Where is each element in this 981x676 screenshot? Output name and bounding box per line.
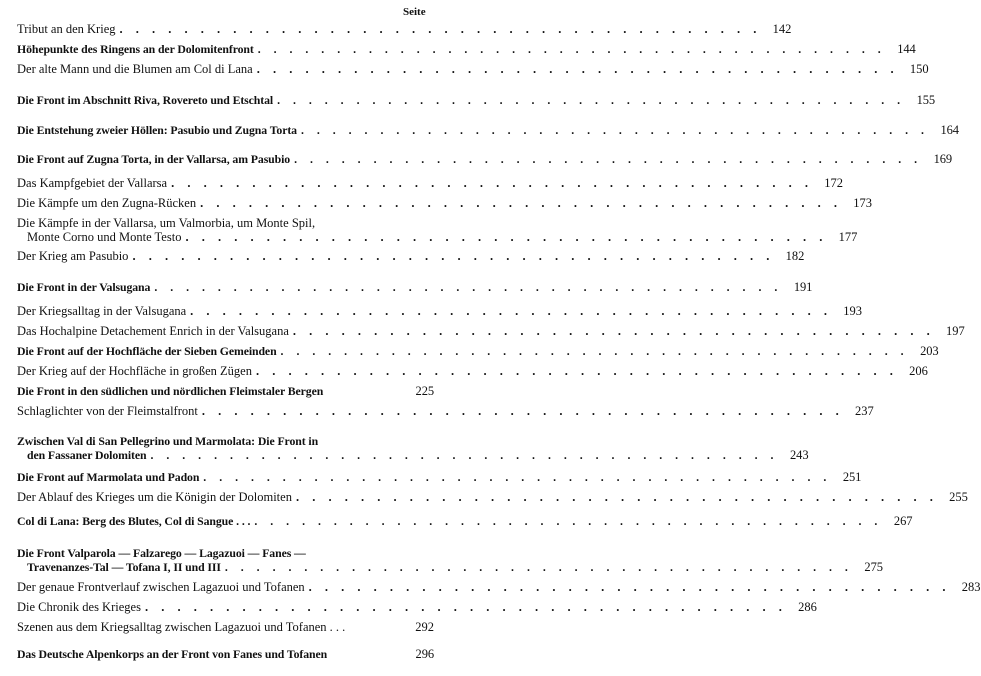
toc-entry-title: Das Kampfgebiet der Vallarsa [17, 176, 168, 190]
toc-entry [17, 324, 965, 338]
toc-entry-title: Die Front auf der Hochfläche der Sieben Gemeinden [17, 344, 277, 358]
toc-entry [17, 647, 434, 661]
toc-entry-title: Die Kämpfe um den Zugna-Rücken [17, 196, 197, 210]
toc-entry-page-number: 267 [893, 514, 913, 528]
toc-entry-title: Höhepunkte des Ringens an der Dolomitenfront [17, 42, 254, 56]
toc-entry-page-number: 191 [793, 280, 813, 294]
toc-entry [17, 434, 809, 462]
toc-entry-page-number: 144 [897, 42, 916, 56]
toc-entry [17, 580, 981, 594]
toc-entry-page-number: 172 [824, 176, 843, 190]
toc-entry-title: Die Front auf Zugna Torta, in der Vallarsa, am Pasubio [17, 152, 291, 166]
toc-entry-page-number: 177 [838, 230, 858, 244]
toc-entry-line [17, 152, 953, 166]
toc-entry [17, 216, 858, 244]
leader-dots: . . . . . . . . . . . . . . . . . . . . . . . . . . . . . . . . . . . . . . . . [308, 580, 951, 594]
toc-entry [17, 404, 874, 418]
toc-entry-title: Das Deutsche Alpenkorps an der Front von Fanes und Tofanen [17, 647, 328, 661]
toc-entry-page-number: 197 [946, 324, 965, 338]
toc-entry [17, 304, 863, 318]
toc-entry-line [17, 560, 883, 574]
toc-entry [17, 546, 883, 574]
toc-entry-line [17, 448, 809, 462]
toc-entry-title: den Fassaner Dolomiten [27, 448, 147, 462]
leader-dots: . . . . . . . . . . . . . . . . . . . . . . . . . . . . . . . . . . . . . . . . [144, 600, 787, 614]
toc-entry-title: Travenanzes-Tal — Tofana I, II und III [27, 560, 221, 574]
toc-entry-title: Zwischen Val di San Pellegrino und Marmolata: Die Front in [17, 434, 319, 448]
page-column-header: Seite [403, 6, 426, 18]
toc-entry-title: Der Kriegsalltag in der Valsugana [17, 304, 187, 318]
leader-dots: . . . . . . . . . . . . . . . . . . . . . . . . . . . . . . . . . . . . . . . . [200, 196, 842, 210]
toc-entry-line [17, 404, 874, 418]
toc-entry-title: Die Front Valparola — Falzarego — Lagazuoi — Fanes — [17, 546, 306, 560]
toc-entry-line [17, 384, 434, 398]
leader-dots: . . . . . . . . . . . . . . . . . . . . . . . . . . . . . . . . . . . . . . . . [255, 364, 898, 378]
toc-entry-line [17, 600, 817, 614]
toc-entry-page-number: 275 [864, 560, 883, 574]
toc-entry-page-number: 225 [415, 384, 434, 398]
leader-dots: . . . . . . . . . . . . . . . . . . . . . . . . . . . . . . . . . . . . . . . . [224, 560, 853, 574]
toc-entry-page-number: 206 [909, 364, 928, 378]
toc-entry [17, 152, 953, 166]
toc-entry-title: Die Front auf Marmolata und Padon [17, 470, 200, 484]
toc-entry-page-number: 193 [843, 304, 863, 318]
leader-dots: . . . . . . . . . . . . . . . . . . . . . . . . . . . . . . . . . . . . . . . . [190, 304, 833, 318]
toc-entry-page-number: 169 [933, 152, 953, 166]
toc-entry-title: Der Krieg am Pasubio [17, 249, 129, 263]
toc-entry-page-number: 173 [853, 196, 872, 210]
toc-entry-page-number: 164 [940, 123, 959, 137]
toc-entry-line [17, 62, 929, 76]
toc-entry [17, 600, 817, 614]
toc-entry-line [17, 304, 863, 318]
toc-entry-page-number: 286 [798, 600, 817, 614]
leader-dots: . . . . . . . . . . . . . . . . . . . . . . . . . . . . . . . . . . . . . . . . [203, 470, 832, 484]
toc-entry-title: Szenen aus dem Kriegsalltag zwischen Lagazuoi und Tofanen . . . [17, 620, 346, 634]
toc-entry-title: Monte Corno und Monte Testo [27, 230, 182, 244]
toc-entry-line [17, 324, 965, 338]
toc-entry-line [17, 123, 959, 137]
toc-entry-title: Der Ablauf des Krieges um die Königin der Dolomiten [17, 490, 292, 504]
leader-dots: . . . . . . . . . . . . . . . . . . . . . . . . . . . . . . . . . . . . . . . . [257, 42, 886, 56]
toc-entry-title: Das Hochalpine Detachement Enrich in der Valsugana [17, 324, 289, 338]
toc-entry [17, 344, 939, 358]
toc-entry [17, 620, 434, 634]
toc-entry-line [17, 42, 916, 56]
toc-entry-title: Der Krieg auf der Hochfläche in großen Zügen [17, 364, 252, 378]
toc-entry-line [17, 514, 913, 528]
toc-entry [17, 62, 929, 76]
toc-entry-title: Die Entstehung zweier Höllen: Pasubio und Zugna Torta [17, 123, 297, 137]
leader-dots: . . . . . . . . . . . . . . . . . . . . . . . . . . . . . . . . . . . . . . . . [300, 123, 929, 137]
toc-entry-title: Der genaue Frontverlauf zwischen Lagazuoi und Tofanen [17, 580, 305, 594]
toc-entry-page-number: 237 [854, 404, 874, 418]
toc-entry-title: Col di Lana: Berg des Blutes, Col di Sangue . . . [17, 514, 251, 528]
toc-entry-line [17, 490, 968, 504]
toc-entry-title: Die Chronik des Krieges [17, 600, 141, 614]
toc-entry-page-number: 255 [949, 490, 968, 504]
toc-entry-page-number: 182 [785, 249, 805, 263]
leader-dots: . . . . . . . . . . . . . . . . . . . . . . . . . . . . . . . . . . . . . . . . [154, 280, 783, 294]
toc-entry-page-number: 155 [916, 93, 936, 107]
toc-entry-line [17, 364, 928, 378]
toc-entry-page-number: 243 [790, 448, 809, 462]
toc-entry-line [17, 434, 434, 448]
toc-entry-page-number: 292 [415, 620, 434, 634]
toc-entry-line [17, 93, 936, 107]
toc-entry-line [17, 470, 862, 484]
leader-dots: . . . . . . . . . . . . . . . . . . . . . . . . . . . . . . . . . . . . . . . . [295, 490, 938, 504]
toc-entry [17, 176, 843, 190]
toc-entry-line [17, 580, 981, 594]
leader-dots: . . . . . . . . . . . . . . . . . . . . . . . . . . . . . . . . . . . . . . . . [171, 176, 813, 190]
toc-entry-title: Die Front in den südlichen und nördlichen Fleimstaler Bergen [17, 384, 324, 398]
toc-entry [17, 280, 813, 294]
leader-dots: . . . . . . . . . . . . . . . . . . . . . . . . . . . . . . . . . . . . . . . . [132, 249, 775, 263]
leader-dots: . . . . . . . . . . . . . . . . . . . . . . . . . . . . . . . . . . . . . . . . [292, 324, 935, 338]
leader-dots: . . . . . . . . . . . . . . . . . . . . . . . . . . . . . . . . . . . . . . . . [185, 230, 828, 244]
toc-entry [17, 196, 872, 210]
toc-entry-page-number: 142 [772, 22, 792, 36]
toc-entry-title: Tribut an den Krieg [17, 22, 116, 36]
toc-entry-title: Die Front in der Valsugana [17, 280, 151, 294]
toc-entry-line [17, 647, 434, 661]
toc-entry-page-number: 203 [920, 344, 939, 358]
toc-entry-title: Der alte Mann und die Blumen am Col di Lana [17, 62, 253, 76]
toc-entry-title: Die Kämpfe in der Vallarsa, um Valmorbia, um Monte Spil, [17, 216, 316, 230]
toc-entry-line [17, 176, 843, 190]
toc-entry-line [17, 249, 805, 263]
toc-entry-page-number: 296 [415, 647, 434, 661]
toc-entry [17, 42, 916, 56]
toc-entry-line [17, 344, 939, 358]
toc-entry [17, 249, 805, 263]
leader-dots: . . . . . . . . . . . . . . . . . . . . . . . . . . . . . . . . . . . . . . . . [256, 62, 899, 76]
toc-entry [17, 470, 862, 484]
toc-entry [17, 490, 968, 504]
toc-entry [17, 22, 792, 36]
toc-entry-title: Die Front im Abschnitt Riva, Rovereto und Etschtal [17, 93, 274, 107]
toc-entry [17, 364, 928, 378]
leader-dots: . . . . . . . . . . . . . . . . . . . . . . . . . . . . . . . . . . . . . . . . [277, 93, 906, 107]
toc-entry-page-number: 150 [909, 62, 929, 76]
leader-dots: . . . . . . . . . . . . . . . . . . . . . . . . . . . . . . . . . . . . . . . . [150, 448, 779, 462]
leader-dots: . . . . . . . . . . . . . . . . . . . . . . . . . . . . . . . . . . . . . . . . [201, 404, 844, 418]
toc-entry-line [17, 546, 434, 560]
toc-entry-line [17, 22, 792, 36]
leader-dots: . . . . . . . . . . . . . . . . . . . . . . . . . . . . . . . . . . . . . . . . [254, 514, 883, 528]
toc-entry [17, 384, 434, 398]
toc-entry-page-number: 251 [842, 470, 862, 484]
toc-entry-line [17, 620, 434, 634]
toc-entry-line [17, 216, 434, 230]
leader-dots: . . . . . . . . . . . . . . . . . . . . . . . . . . . . . . . . . . . . . . . . [280, 344, 909, 358]
toc-entry [17, 514, 913, 528]
toc-entry-line [17, 280, 813, 294]
toc-entry [17, 123, 959, 137]
toc-entry-line [17, 196, 872, 210]
toc-entry-page-number: 283 [961, 580, 981, 594]
toc-entry [17, 93, 936, 107]
toc-entry-line [17, 230, 858, 244]
leader-dots: . . . . . . . . . . . . . . . . . . . . . . . . . . . . . . . . . . . . . . . . [119, 22, 762, 36]
leader-dots: . . . . . . . . . . . . . . . . . . . . . . . . . . . . . . . . . . . . . . . . [294, 152, 923, 166]
toc-entry-title: Schlaglichter von der Fleimstalfront [17, 404, 198, 418]
